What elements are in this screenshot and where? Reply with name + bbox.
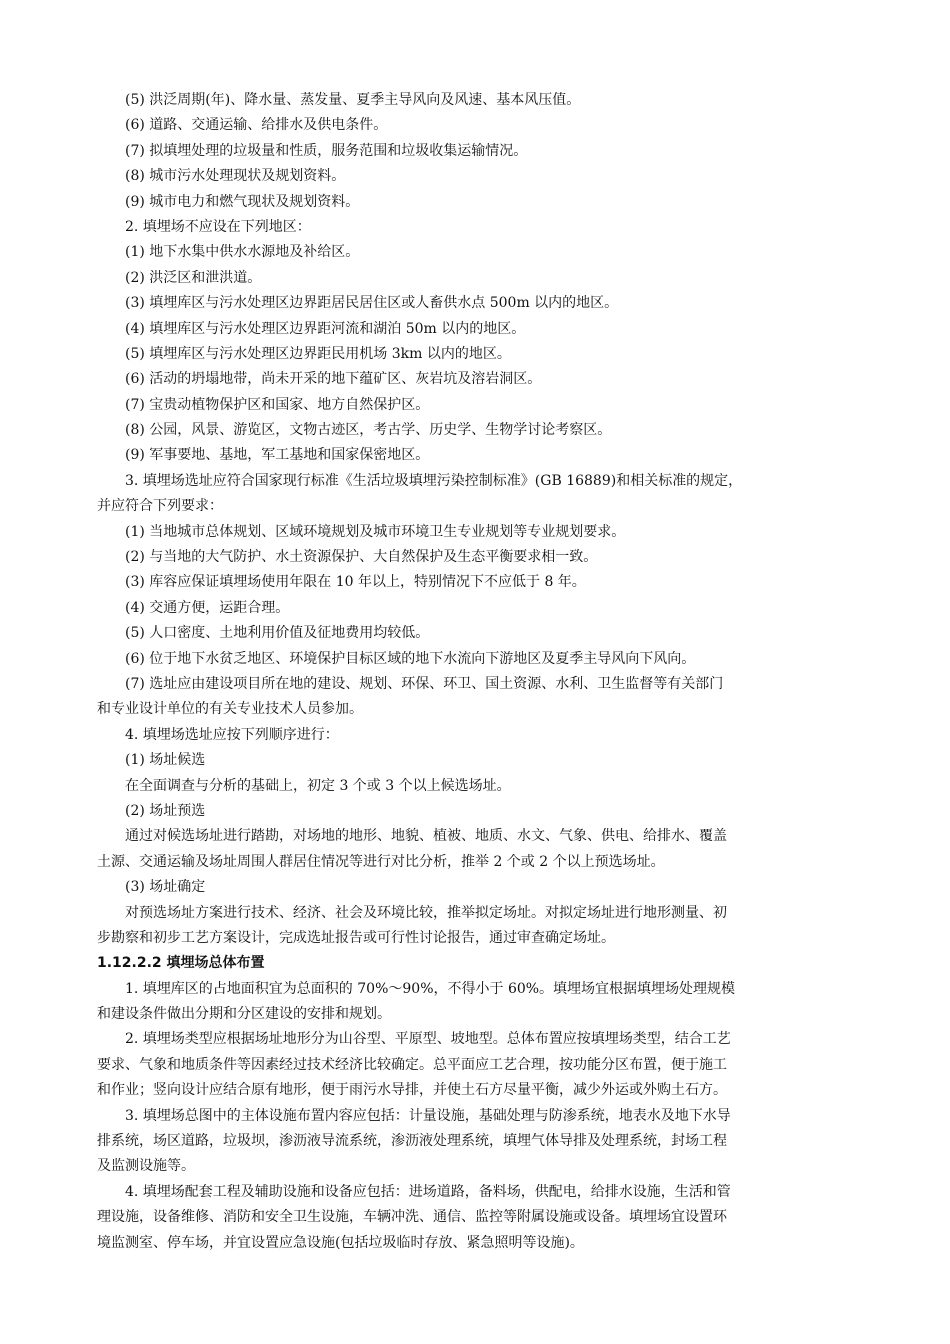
text-line: (1) 场址候选 bbox=[125, 752, 206, 769]
text-line: 和建设条件做出分期和分区建设的安排和规划。 bbox=[97, 1006, 391, 1023]
text-line: (7) 拟填埋处理的垃圾量和性质，服务范围和垃圾收集运输情况。 bbox=[125, 142, 528, 159]
text-line: (2) 场址预选 bbox=[125, 802, 206, 819]
text-line: (8) 公园，风景、游览区，文物古迹区，考古学、历史学、生物学讨论考察区。 bbox=[125, 422, 612, 439]
text-line: (9) 城市电力和燃气现状及规划资料。 bbox=[125, 193, 360, 210]
text-line: (8) 城市污水处理现状及规划资料。 bbox=[125, 168, 346, 185]
text-line: (1) 地下水集中供水水源地及补给区。 bbox=[125, 244, 360, 261]
text-line: 对预选场址方案进行技术、经济、社会及环境比较，推举拟定场址。对拟定场址进行地形测量、初 bbox=[125, 904, 727, 921]
text-line: (2) 与当地的大气防护、水土资源保护、大自然保护及生态平衡要求相一致。 bbox=[125, 549, 598, 566]
text-line: 2. 填埋场类型应根据场址地形分为山谷型、平原型、坡地型。总体布置应按填埋场类型，结合工艺 bbox=[125, 1031, 731, 1048]
text-line: (5) 洪泛周期(年)、降水量、蒸发量、夏季主导风向及风速、基本风压值。 bbox=[125, 92, 581, 108]
text-line: 4. 填埋场选址应按下列顺序进行： bbox=[125, 726, 339, 743]
document-page bbox=[0, 88, 950, 1256]
text-line: 4. 填埋场配套工程及辅助设施和设备应包括：进场道路，备料场，供配电，给排水设施，生活和管 bbox=[125, 1183, 731, 1200]
text-line: 要求、气象和地质条件等因素经过技术经济比较确定。总平面应工艺合理，按功能分区布置，便于施工 bbox=[97, 1056, 727, 1073]
text-line: (1) 当地城市总体规划、区域环境规划及城市环境卫生专业规划等专业规划要求。 bbox=[125, 523, 626, 540]
text-line: (6) 位于地下水贫乏地区、环境保护目标区域的地下水流向下游地区及夏季主导风向下风向。 bbox=[125, 650, 696, 667]
text-line: 和专业设计单位的有关专业技术人员参加。 bbox=[97, 701, 363, 718]
text-line: (4) 交通方便，运距合理。 bbox=[125, 599, 290, 616]
text-line: (5) 人口密度、土地利用价值及征地费用均较低。 bbox=[125, 625, 430, 642]
text-line: 土源、交通运输及场址周围人群居住情况等进行对比分析，推举 2 个或 2 个以上预选场址。 bbox=[97, 853, 665, 870]
text-line: (3) 场址确定 bbox=[125, 879, 206, 896]
text-line: 1. 填埋库区的占地面积宜为总面积的 70%～90%，不得小于 60%。填埋场宜根据填埋场处理规模 bbox=[125, 980, 736, 997]
text-line: (7) 宝贵动植物保护区和国家、地方自然保护区。 bbox=[125, 396, 430, 413]
text-line: 步勘察和初步工艺方案设计，完成选址报告或可行性讨论报告，通过审查确定场址。 bbox=[97, 929, 615, 946]
text-line: 理设施，设备维修、消防和安全卫生设施，车辆冲洗、通信、监控等附属设施或设备。填埋场宜设置环 bbox=[97, 1209, 727, 1226]
text-line: (3) 库容应保证填埋场使用年限在 10 年以上，特别情况下不应低于 8 年。 bbox=[125, 574, 586, 591]
text-line: (7) 选址应由建设项目所在地的建设、规划、环保、环卫、国土资源、水利、卫生监督等有关部门 bbox=[125, 675, 724, 692]
text-line: 3. 填埋场选址应符合国家现行标准《生活垃圾填埋污染控制标准》(GB 16889)和相关标准的规定， bbox=[125, 472, 743, 489]
text-line: 2. 填埋场不应设在下列地区： bbox=[125, 218, 311, 235]
text-line: 排系统，场区道路，垃圾坝，渗沥液导流系统，渗沥液处理系统，填埋气体导排及处理系统，封场工程 bbox=[97, 1133, 727, 1150]
text-line: (9) 军事要地、基地，军工基地和国家保密地区。 bbox=[125, 447, 430, 464]
text-line: (3) 填埋库区与污水处理区边界距居民居住区或人畜供水点 500m 以内的地区。 bbox=[125, 295, 619, 312]
text-line: 通过对候选场址进行踏勘，对场地的地形、地貌、植被、地质、水文、气象、供电、给排水、覆盖 bbox=[125, 828, 727, 845]
text-line: 并应符合下列要求： bbox=[97, 498, 223, 515]
text-line: (6) 道路、交通运输、给排水及供电条件。 bbox=[125, 117, 388, 134]
text-line: 及监测设施等。 bbox=[97, 1158, 195, 1175]
text-line: (4) 填埋库区与污水处理区边界距河流和湖泊 50m 以内的地区。 bbox=[125, 320, 526, 337]
text-line: 在全面调查与分析的基础上，初定 3 个或 3 个以上候选场址。 bbox=[125, 777, 511, 794]
text-line: 3. 填埋场总图中的主体设施布置内容应包括：计量设施，基础处理与防渗系统，地表水及地下水导 bbox=[125, 1107, 731, 1124]
text-line: 和作业；竖向设计应结合原有地形，便于雨污水导排，并使土石方尽量平衡，减少外运或外购土石方。 bbox=[97, 1082, 727, 1099]
text-line: (5) 填埋库区与污水处理区边界距民用机场 3km 以内的地区。 bbox=[125, 345, 511, 362]
section-heading: 1.12.2.2 填埋场总体布置 bbox=[97, 955, 265, 972]
text-line: (2) 洪泛区和泄洪道。 bbox=[125, 269, 262, 286]
text-line: (6) 活动的坍塌地带，尚未开采的地下蕴矿区、灰岩坑及溶岩洞区。 bbox=[125, 371, 542, 388]
text-line: 境监测室、停车场，并宜设置应急设施(包括垃圾临时存放、紧急照明等设施)。 bbox=[97, 1234, 584, 1251]
